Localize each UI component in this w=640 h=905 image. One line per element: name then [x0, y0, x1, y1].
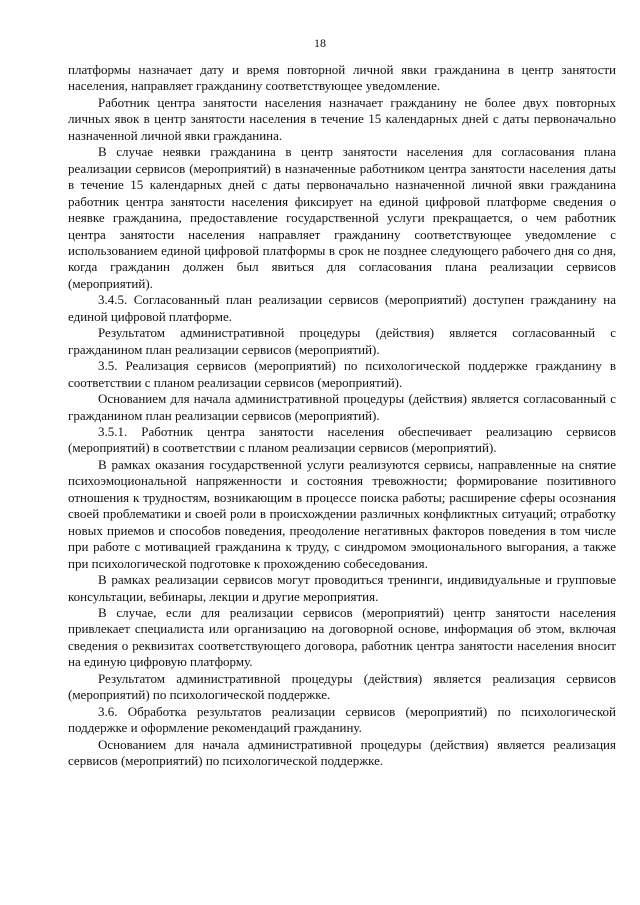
paragraph-9: В рамках оказания государственной услуги реализуются сервисы, направленные на снятие психоэмоциональной напряженности и состояния тревожности; формирование позитивного отношения к трудностям, возникающим в процессе поиска работы; расширение сферы осознания своей проблематики и своей роли в происхождении различных конфликтных ситуаций; отработку новых приемов и способов поведения, преодоление негативных факторов поведения в том числе при работе с мотивацией гражданина к труду, с синдромом эмоционального выгорания, а также при психологической подготовке к прохождению собеседования.	[68, 456, 616, 571]
paragraph-14: Основанием для начала административной процедуры (действия) является реализация сервисов (мероприятий) по психологической поддержке.	[68, 736, 616, 769]
paragraph-2: Работник центра занятости населения назначает гражданину не более двух повторных личных явок в центр занятости населения в течение 15 календарных дней с даты первоначально назначенной личной явки гражданина.	[68, 94, 616, 143]
paragraph-3: В случае неявки гражданина в центр занятости населения для согласования плана реализации сервисов (мероприятий) в назначенные работником центра занятости населения даты в течение 15 календарных дней с даты первоначально назначенной личной явки гражданина работник центра занятости населения фиксирует на единой цифровой платформе сведения о неявке гражданина, предоставление государственной услуги прекращается, о чем работник центра занятости населения направляет гражданину соответствующее уведомление с использованием единой цифровой платформы в срок не позднее следующего рабочего дня со дня, когда гражданин должен был явиться для согласования плана реализации сервисов (мероприятий).	[68, 144, 616, 291]
document-body	[68, 62, 616, 769]
paragraph-12: Результатом административной процедуры (действия) является реализация сервисов (мероприятий) по психологической поддержке.	[68, 670, 616, 703]
paragraph-1: платформы назначает дату и время повторной личной явки гражданина в центр занятости населения, направляет гражданину соответствующее уведомление.	[68, 62, 616, 94]
paragraph-13: 3.6. Обработка результатов реализации сервисов (мероприятий) по психологической поддержке и оформление рекомендаций гражданину.	[68, 703, 616, 736]
paragraph-5: Результатом административной процедуры (действия) является согласованный с гражданином план реализации сервисов (мероприятий).	[68, 325, 616, 357]
paragraph-8: 3.5.1. Работник центра занятости населения обеспечивает реализацию сервисов (мероприятий) в соответствии с планом реализации сервисов (мероприятий).	[68, 423, 616, 456]
paragraph-4: 3.4.5. Согласованный план реализации сервисов (мероприятий) доступен гражданину на единой цифровой платформе.	[68, 292, 616, 324]
paragraph-6: 3.5. Реализация сервисов (мероприятий) по психологической поддержке гражданину в соответствии с планом реализации сервисов (мероприятий).	[68, 358, 616, 390]
paragraph-11: В случае, если для реализации сервисов (мероприятий) центр занятости населения привлекает специалиста или организацию на договорной основе, информация об этом, включая сведения о реквизитах соответствующего договора, работник центра занятости населения вносит на единую цифровую платформу.	[68, 604, 616, 670]
paragraph-7: Основанием для начала административной процедуры (действия) является согласованный с гражданином план реализации сервисов (мероприятий).	[68, 391, 616, 423]
paragraph-10: В рамках реализации сервисов могут проводиться тренинги, индивидуальные и групповые консультации, вебинары, лекции и другие мероприятия.	[68, 572, 616, 604]
page-number: 18	[314, 36, 326, 50]
